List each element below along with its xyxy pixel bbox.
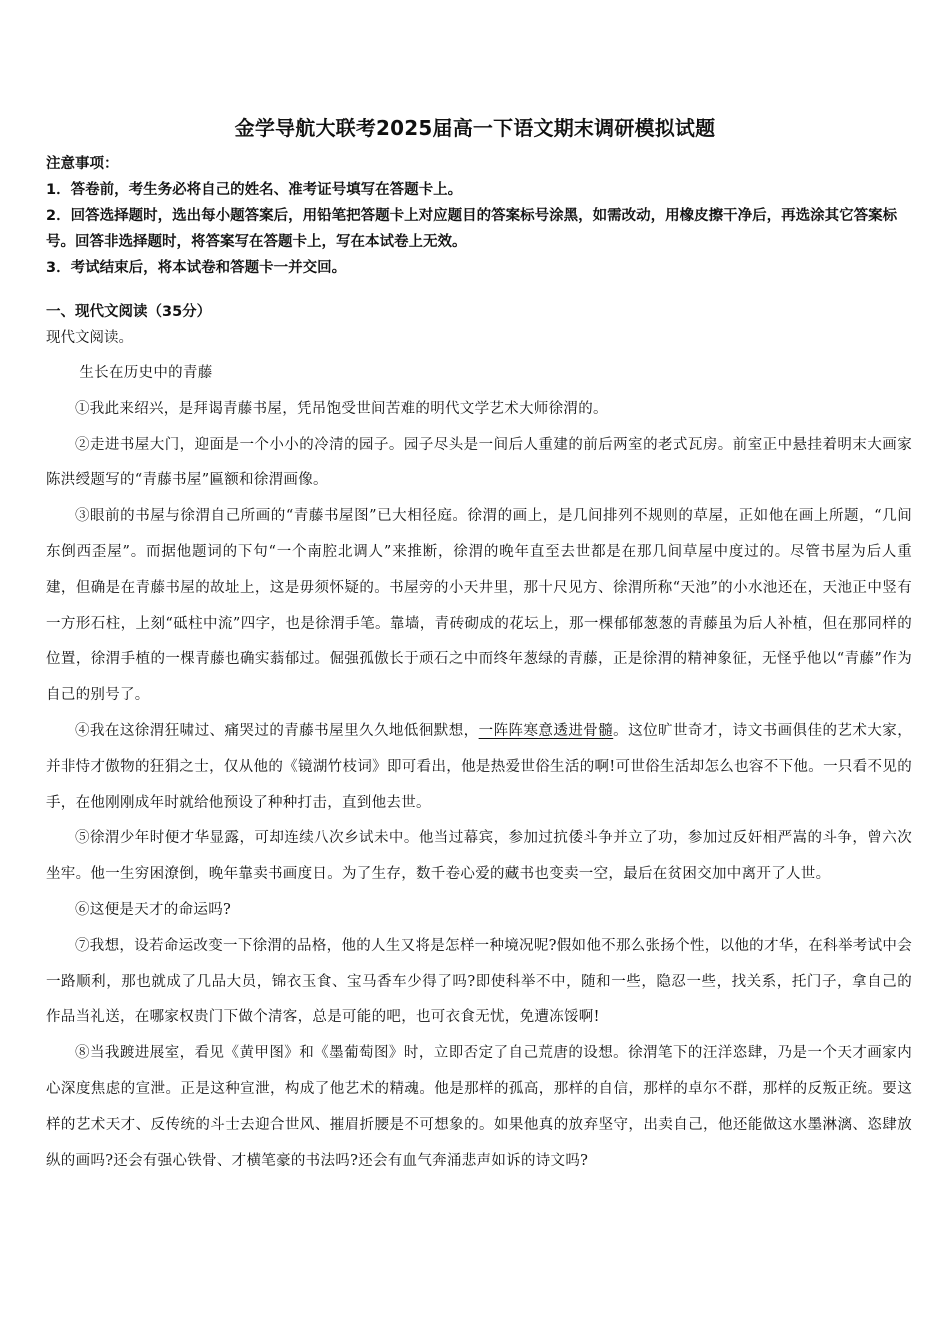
notice-item: 3．考试结束后，将本试卷和答题卡一并交回。 (46, 260, 347, 276)
notice-item: 2．回答选择题时，选出每小题答案后，用铅笔把答题卡上对应题目的答案标号涂黑，如需改动，用橡皮擦干净后，再选涂其它答案标号。回答非选择题时，将答案写在答题卡上，写在本试卷上无效。 (46, 208, 898, 250)
passage-paragraph: ⑤徐渭少年时便才华显露，可却连续八次乡试未中。他当过幕宾，参加过抗倭斗争并立了功，参加过反奸相严嵩的斗争，曾六次坐牢。他一生穷困潦倒，晚年靠卖书画度日。为了生存，数千卷心爱的藏书也变卖一空，最后在贫困交加中离开了人世。 (46, 830, 912, 883)
paragraph-text: ④我在这徐渭狂啸过、痛哭过的青藤书屋里久久地低徊默想， (75, 722, 479, 739)
section-subheading: 现代文阅读。 (46, 330, 133, 346)
passage-paragraph: ⑥这便是天才的命运吗? (75, 901, 232, 918)
passage-title: 生长在历史中的青藤 (79, 365, 213, 381)
exam-title: 金学导航大联考2025届高一下语文期末调研模拟试题 (234, 116, 716, 140)
paragraph-text: 。这位旷世奇才，诗文书画俱佳的艺术大家，并非恃才傲物的狂狷之士，仅从他的《镜湖竹枝词》即可看出，他是热爱世俗生活的啊!可世俗生活却怎么也容不下他。一只看不见的手，在他刚刚成年时就给他预设了种种打击，直到他去世。 (46, 722, 912, 811)
reading-passage (46, 356, 912, 1179)
passage-paragraph: ③眼前的书屋与徐渭自己所画的“青藤书屋图”已大相径庭。徐渭的画上，是几间排列不规则的草屋，正如他在画上所题，“几间东倒西歪屋”。而据他题词的下句“一个南腔北调人”来推断，徐渭的晚年直至去世都是在那几间草屋中度过的。尽管书屋为后人重建，但确是在青藤书屋的故址上，这是毋须怀疑的。书屋旁的小天井里，那十尺见方、徐渭所称“天池”的小水池还在，天池正中竖有一方形石柱，上刻“砥柱中流”四字，也是徐渭手笔。靠墙，青砖砌成的花坛上，那一棵郁郁葱葱的青藤虽为后人补植，但在那同样的位置，徐渭手植的一棵青藤也确实蓊郁过。倔强孤傲长于顽石之中而终年葱绿的青藤，正是徐渭的精神象征，无怪乎他以“青藤”作为自己的别号了。 (46, 508, 912, 704)
passage-paragraph (46, 714, 912, 821)
notice-block (46, 151, 912, 281)
passage-paragraph: ②走进书屋大门，迎面是一个小小的冷清的园子。园子尽头是一间后人重建的前后两室的老式瓦房。前室正中悬挂着明末大画家陈洪绶题写的“青藤书屋”匾额和徐渭画像。 (46, 436, 912, 489)
notice-heading: 注意事项： (46, 156, 119, 172)
passage-paragraph: ⑦我想，设若命运改变一下徐渭的品格，他的人生又将是怎样一种境况呢?假如他不那么张扬个性，以他的才华，在科举考试中会一路顺利，那也就成了几品大员，锦衣玉食、宝马香车少得了吗?即使科举不中，随和一些，隐忍一些，找关系，托门子，拿自己的作品当礼送，在哪家权贵门下做个清客，总是可能的吧，也可衣食无忧，免遭冻馁啊! (46, 937, 912, 1026)
passage-paragraph: ⑧当我踱进展室，看见《黄甲图》和《墨葡萄图》时，立即否定了自己荒唐的设想。徐渭笔下的汪洋恣肆，乃是一个天才画家内心深度焦虑的宣泄。正是这种宣泄，构成了他艺术的精魂。他是那样的孤高，那样的自信，那样的卓尔不群，那样的反叛正统。要这样的艺术天才、反传统的斗士去迎合世风、摧眉折腰是不可想象的。如果他真的放弃坚守，出卖自己，他还能做这水墨淋漓、恣肆放纵的画吗?还会有强心铁骨、才横笔豪的书法吗?还会有血气奔涌悲声如诉的诗文吗? (46, 1045, 912, 1169)
notice-item: 1．答卷前，考生务必将自己的姓名、准考证号填写在答题卡上。 (46, 182, 463, 198)
underlined-phrase: 一阵阵寒意透进骨髓 (478, 722, 614, 739)
section-heading: 一、现代文阅读（35分） (46, 304, 212, 320)
passage-paragraph: ①我此来绍兴，是拜谒青藤书屋，凭吊饱受世间苦难的明代文学艺术大师徐渭的。 (75, 400, 608, 417)
